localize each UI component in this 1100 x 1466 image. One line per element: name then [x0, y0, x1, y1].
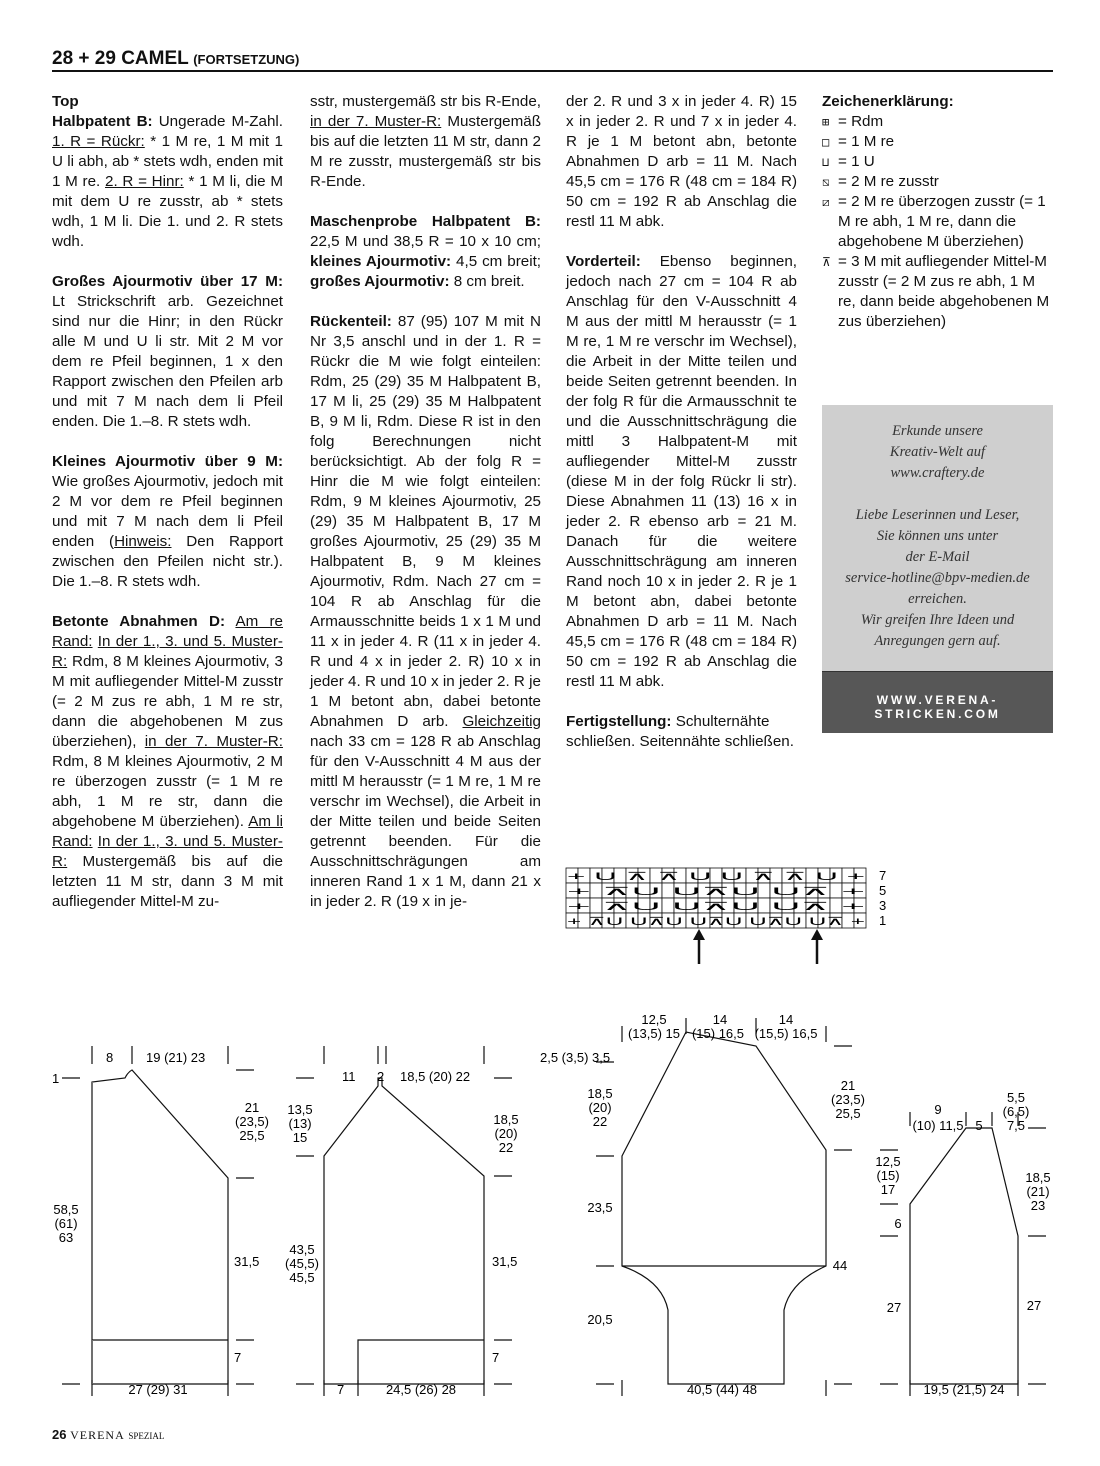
text: (13,5) 15 [627, 1026, 681, 1041]
text: 44 [832, 1258, 848, 1273]
k2tog-icon: ⧅ [822, 175, 830, 189]
legend-item [822, 172, 1053, 192]
text: 25,5 [835, 1106, 861, 1121]
text: Liebe Leserinnen und Leser, [855, 507, 1020, 523]
chart-row: + ⊼U U⊼U U⊼U U⊼U U⊼ + [567, 916, 865, 928]
text: 19 (21) 23 [146, 1050, 206, 1065]
text: Wie großes Ajourmotiv, jedoch mit 2 M vor dem re Pfeil beginnen und mit 7 M nach dem li Pfeil enden ( [52, 473, 283, 550]
fertigstellung-heading: Fertigstellung: [566, 713, 672, 730]
text: = 2 M re überzogen zusstr (= 1 M re abh, 1 M re, dann die abgehobene M überziehen) [838, 193, 1046, 250]
text: 21 [244, 1100, 260, 1115]
text: 27 [1026, 1298, 1042, 1313]
text: 43,5 [289, 1242, 315, 1257]
text: 14 [712, 1012, 728, 1027]
chart-row: + ⊼U U⊼U U⊼ + [567, 901, 865, 913]
text: Schulternähte schließen. Seitennähte schließen. [566, 713, 794, 750]
legend-item [822, 132, 1053, 152]
text: 2,5 (3,5) 3,5 [540, 1050, 611, 1065]
page-footer [52, 1427, 164, 1443]
text: (15) 16,5 [691, 1026, 745, 1041]
right-arrow-icon [693, 929, 705, 964]
text: Erkunde unsere [892, 423, 983, 439]
text: 11 [342, 1069, 356, 1084]
text: 18,5 [1025, 1170, 1051, 1185]
text: 2 [377, 1069, 385, 1084]
text: 8 cm breit. [449, 273, 525, 290]
text: 23 [1030, 1198, 1046, 1213]
text: Hinweis: [114, 533, 172, 550]
text: 22 [592, 1114, 608, 1129]
text: 21 [840, 1078, 856, 1093]
text: (15) [876, 1168, 900, 1183]
text: 27 [886, 1300, 902, 1315]
text [622, 1032, 826, 1384]
text: Rdm, 8 M kleines Ajourmotiv, 2 M re überzogen zusstr (= 1 M re abh, 1 M re str, dann die abgehobene M überziehen). [52, 753, 283, 830]
left-arrow-icon [811, 929, 823, 964]
header-subtitle: (FORTSETZUNG) [193, 52, 300, 67]
text: 7 [234, 1350, 242, 1365]
text: Anregungen gern auf. [874, 633, 1001, 649]
text: 14 [778, 1012, 794, 1027]
text: (13) [288, 1116, 312, 1131]
text: 24,5 (26) 28 [385, 1382, 457, 1397]
text [693, 929, 705, 940]
text: * 1 M li, die M mit dem U re zusstr, ab * stets wdh, 1 M li. Die 1. und 2. R stets wdh. [52, 173, 283, 250]
text: erreichen. [908, 591, 967, 607]
text: 31,5 [492, 1254, 518, 1269]
page-header [52, 48, 1053, 72]
text [566, 868, 866, 928]
schematic-front-side [880, 1112, 1046, 1396]
brand-name: VERENA [70, 1428, 125, 1442]
text: 18,5 [587, 1086, 613, 1101]
text: in der 7. Muster-R: [144, 733, 283, 750]
text: 22,5 M und 38,5 R = 10 x 10 cm; [310, 233, 541, 250]
text: großes Ajourmotiv: [310, 273, 450, 290]
text [811, 929, 823, 940]
legend-item [822, 152, 1053, 172]
text: = 1 M re [838, 133, 895, 150]
text: Mustergemäß bis auf die letzten 11 M str, dann 2 M re zusstr, mustergemäß str bis R-Ende. [310, 113, 542, 190]
text [822, 484, 1053, 505]
halbpatent-heading: Halbpatent B: [52, 113, 153, 130]
text: (15,5) 16,5 [754, 1026, 818, 1041]
text: Ungerade M-Zahl. [152, 113, 283, 130]
rueckenteil-heading: Rückenteil: [310, 313, 392, 330]
email-link[interactable]: service-hotline@bpv-medien.de [845, 570, 1030, 586]
text: 9 [934, 1102, 942, 1117]
text: sstr, mustergemäß str bis R-Ende, [310, 93, 541, 110]
row-label: 7 [879, 868, 887, 883]
text: 17 [880, 1182, 896, 1197]
text: 5 [975, 1118, 983, 1133]
text: in der 7. Muster-R: [310, 113, 442, 130]
text: 18,5 (20) 22 [400, 1069, 471, 1084]
header-title: 28 + 29 CAMEL [52, 48, 189, 69]
row-label: 3 [879, 898, 887, 913]
row-label: 1 [879, 913, 887, 928]
text: 63 [58, 1230, 74, 1245]
text: der 2. R und 3 x in jeder 4. R) 15 x in jeder 2. R und 7 x in jeder 4. R je 1 M betont abn, betonte Abnahmen D arb = 11 M. Nach 45,5 cm = 176 R (48 cm = 184 R) 50 cm = 192 R ab Anschlag die restl 11 M abk. [566, 93, 797, 230]
text: Wir greifen Ihre Ideen und [860, 612, 1015, 628]
vorderteil-heading: Vorderteil: [566, 253, 641, 270]
text: 22 [498, 1140, 514, 1155]
text: 1. R = Rückr: [52, 133, 145, 150]
text [910, 1128, 1018, 1384]
text: 7,5 [1006, 1118, 1026, 1133]
text: Kreativ-Welt auf [889, 444, 986, 460]
text: 12,5 [875, 1154, 901, 1169]
text: kleines Ajourmotiv: [310, 253, 452, 270]
text: 18,5 [493, 1112, 519, 1127]
legend [822, 92, 1053, 332]
text: Rdm, 8 M kleines Ajourmotiv, 3 M mit aufliegender Mittel-M zusstr (= 2 M zus re abh, 1 M re str, dann die abgehobenen M zus überziehen), [52, 653, 283, 750]
text: (10) 11,5 [912, 1118, 964, 1133]
text: Am li Rand: [52, 813, 283, 850]
chart-row: + ⊼U U⊼U U⊼ + [567, 886, 865, 898]
text [324, 1078, 484, 1384]
knit-symbol-icon: □ [822, 135, 830, 149]
schematic-front-half [296, 1046, 512, 1396]
text: In der 1., 3. und 5. Muster-R: [52, 833, 283, 870]
text: 1 [52, 1071, 60, 1086]
text: 4,5 cm breit; [451, 253, 542, 270]
text: (20) [494, 1126, 518, 1141]
row-label: 5 [879, 883, 887, 898]
text: Lt Strickschrift arb. Gezeichnet sind nur die Hinr; in den Rückr alle M und U li str. Mit 2 M vor dem re Pfeil beginnen, 1 x den Rapport zwischen den Pfeilen arb und mit 7 M nach dem li Pfeil enden. Die 1.–8. R stets wdh. [52, 293, 283, 430]
text: 8 [106, 1050, 114, 1065]
text [358, 1340, 484, 1384]
column-2 [310, 92, 541, 912]
text: 13,5 [287, 1102, 313, 1117]
text: 27 (29) 31 [128, 1382, 188, 1397]
text: (45,5) [285, 1256, 319, 1271]
text: = 1 U [838, 153, 875, 170]
text: (21) [1026, 1184, 1050, 1199]
text: Mustergemäß bis auf die letzten 11 M str, dann 3 M mit aufliegender Mittel-M zu- [52, 853, 283, 910]
text: = 2 M re zusstr [838, 173, 939, 190]
top-heading: Top [52, 93, 79, 110]
text: 7 [492, 1350, 500, 1365]
text: 19,5 (21,5) 24 [923, 1382, 1005, 1397]
text: Sie können uns unter [876, 528, 999, 544]
website-link[interactable]: WWW.VERENA-STRICKEN.COM [874, 693, 1001, 721]
kleines-ajour-heading: Kleines Ajourmotiv über 9 M: [52, 453, 283, 470]
text: (20) [588, 1100, 612, 1115]
text [92, 1070, 228, 1384]
text: 31,5 [234, 1254, 260, 1269]
text: nach 33 cm = 128 R ab Anschlag für den V-Ausschnitt 4 M aus der mittl M herausstr (= 1 M re, 1 M re verschr im Wechsel), die Arbeit in der Mitte teilen und beide Seiten getrennt beenden. Für die Ausschnittschrägungen am inneren Rand 1 x 1 M, dann 21 x in jeder 2. R (19 x in je- [310, 733, 541, 910]
column-3 [566, 92, 797, 752]
legend-item [822, 112, 1053, 132]
betonte-abnahmen-heading: Betonte Abnahmen D: [52, 613, 225, 630]
text: (23,5) [831, 1092, 865, 1107]
column-1 [52, 92, 283, 912]
text: Gleichzeitig [462, 713, 541, 730]
text: 45,5 [289, 1270, 315, 1285]
text: = Rdm [838, 113, 884, 130]
text: 20,5 [587, 1312, 613, 1327]
text: Den Rapport zwischen den Pfeilen nicht str.). Die 1.–8. R stets wdh. [52, 533, 283, 590]
text: 40,5 (44) 48 [686, 1382, 758, 1397]
rdm-symbol-icon: ⊞ [822, 115, 830, 129]
text: * 1 M re, 1 M mit 1 U li abh, ab * stets wdh, enden mit 1 M re. [52, 133, 284, 190]
text: (61) [54, 1216, 78, 1231]
legend-item [822, 252, 1053, 332]
text: der E-Mail [905, 549, 970, 565]
text: 87 (95) 107 M mit N Nr 3,5 anschl und in der 1. R = Rückr die M wie folgt einteilen: Rdm, 25 (29) 35 M Halbpatent B, 17 M li, 25 (29) 35 M Halbpatent B, 9 M li, Rdm. Diese R ist in den folg Berechnungen nicht berücksichtigt. Ab der folg R = Hinr die M wie folgt einteilen: Rdm, 9 M kleines Ajourmotiv, 25 (29) 35 M Halbpatent B, 17 M großes Ajourmotiv, 25 (29) 35 M Halbpatent B, 9 M kleines Ajourmotiv, Rdm. Nach 27 cm = 104 R ab Anschlag für die Armausschnitte beids 1 x 1 M und 11 x in jeder 4. R (11 x in jeder 4. R und 4 x in jeder 2. R) 10 x in jeder 4. R und 10 x in jeder 2. R je 1 M betont abn, dabei betonte Abnahmen D arb. [310, 313, 541, 730]
text: 12,5 [641, 1012, 667, 1027]
text: Ebenso beginnen, jedoch nach 27 cm = 104 R ab Anschlag für den V-Ausschnitt 4 M aus der mittl M herausstr (= 1 M re, 1 M re verschr im Wechsel), die Arbeit in der Mitte teilen und beide Seiten getrennt beenden. In der folg R für die Armausschnit te und die Ausschnittschrägung die mittl 3 Halbpatent-M mit aufliegender Mittel-M zusstr (diese M in der folg Rückr li str). Diese Abnahmen 11 (13) 16 x in jeder 2. R ebenso arb = 21 M. Danach für die weitere Ausschnittschrägung am inneren Rand noch 10 x in jeder 2. R je 1 M betont abn, dabei betonte Abnahmen D arb = 11 M. Nach 45,5 cm = 176 R (48 cm = 184 R) 50 cm = 192 R ab Anschlag die restl 11 M abk. [566, 253, 797, 690]
grosses-ajour-heading: Großes Ajourmotiv über 17 M: [52, 273, 283, 290]
craftery-link[interactable]: www.craftery.de [890, 465, 985, 481]
text: 23,5 [587, 1200, 613, 1215]
knitting-chart [560, 862, 900, 972]
text: 15 [292, 1130, 308, 1145]
brand-sub: SPEZIAL [128, 1431, 165, 1441]
legend-item [822, 192, 1053, 252]
promo-box [822, 405, 1053, 732]
page-number: 26 [52, 1427, 67, 1442]
text: 2. R = Hinr: [105, 173, 184, 190]
text: 25,5 [239, 1128, 265, 1143]
schematics [0, 1000, 1100, 1400]
ssk-icon: ⧄ [822, 195, 830, 209]
text: (23,5) [235, 1114, 269, 1129]
text: 7 [337, 1382, 345, 1397]
text: 5,5 [1006, 1090, 1026, 1105]
chart-row: + U ⊼ ⊼ U U ⊼ ⊼ U + [567, 871, 865, 883]
maschenprobe-heading: Maschenprobe Halbpatent B: [310, 213, 541, 230]
schematic-back-half [62, 1046, 254, 1396]
legend-title: Zeichenerklärung: [822, 93, 954, 110]
cdd-icon: ⊼ [822, 255, 831, 269]
yarn-over-icon: ⊔ [822, 155, 830, 169]
text: 58,5 [53, 1202, 79, 1217]
text: 6 [894, 1216, 902, 1231]
text: (6,5) [1002, 1104, 1030, 1119]
schematic-sleeve [596, 1018, 852, 1396]
text: = 3 M mit aufliegender Mittel-M zusstr (= 2 M zus re abh, 1 M re, dann beide abgehobenen M zus überziehen) [838, 253, 1050, 330]
text: Am re Rand: [52, 613, 283, 650]
text: In der 1., 3. und 5. Muster-R: [52, 633, 283, 670]
